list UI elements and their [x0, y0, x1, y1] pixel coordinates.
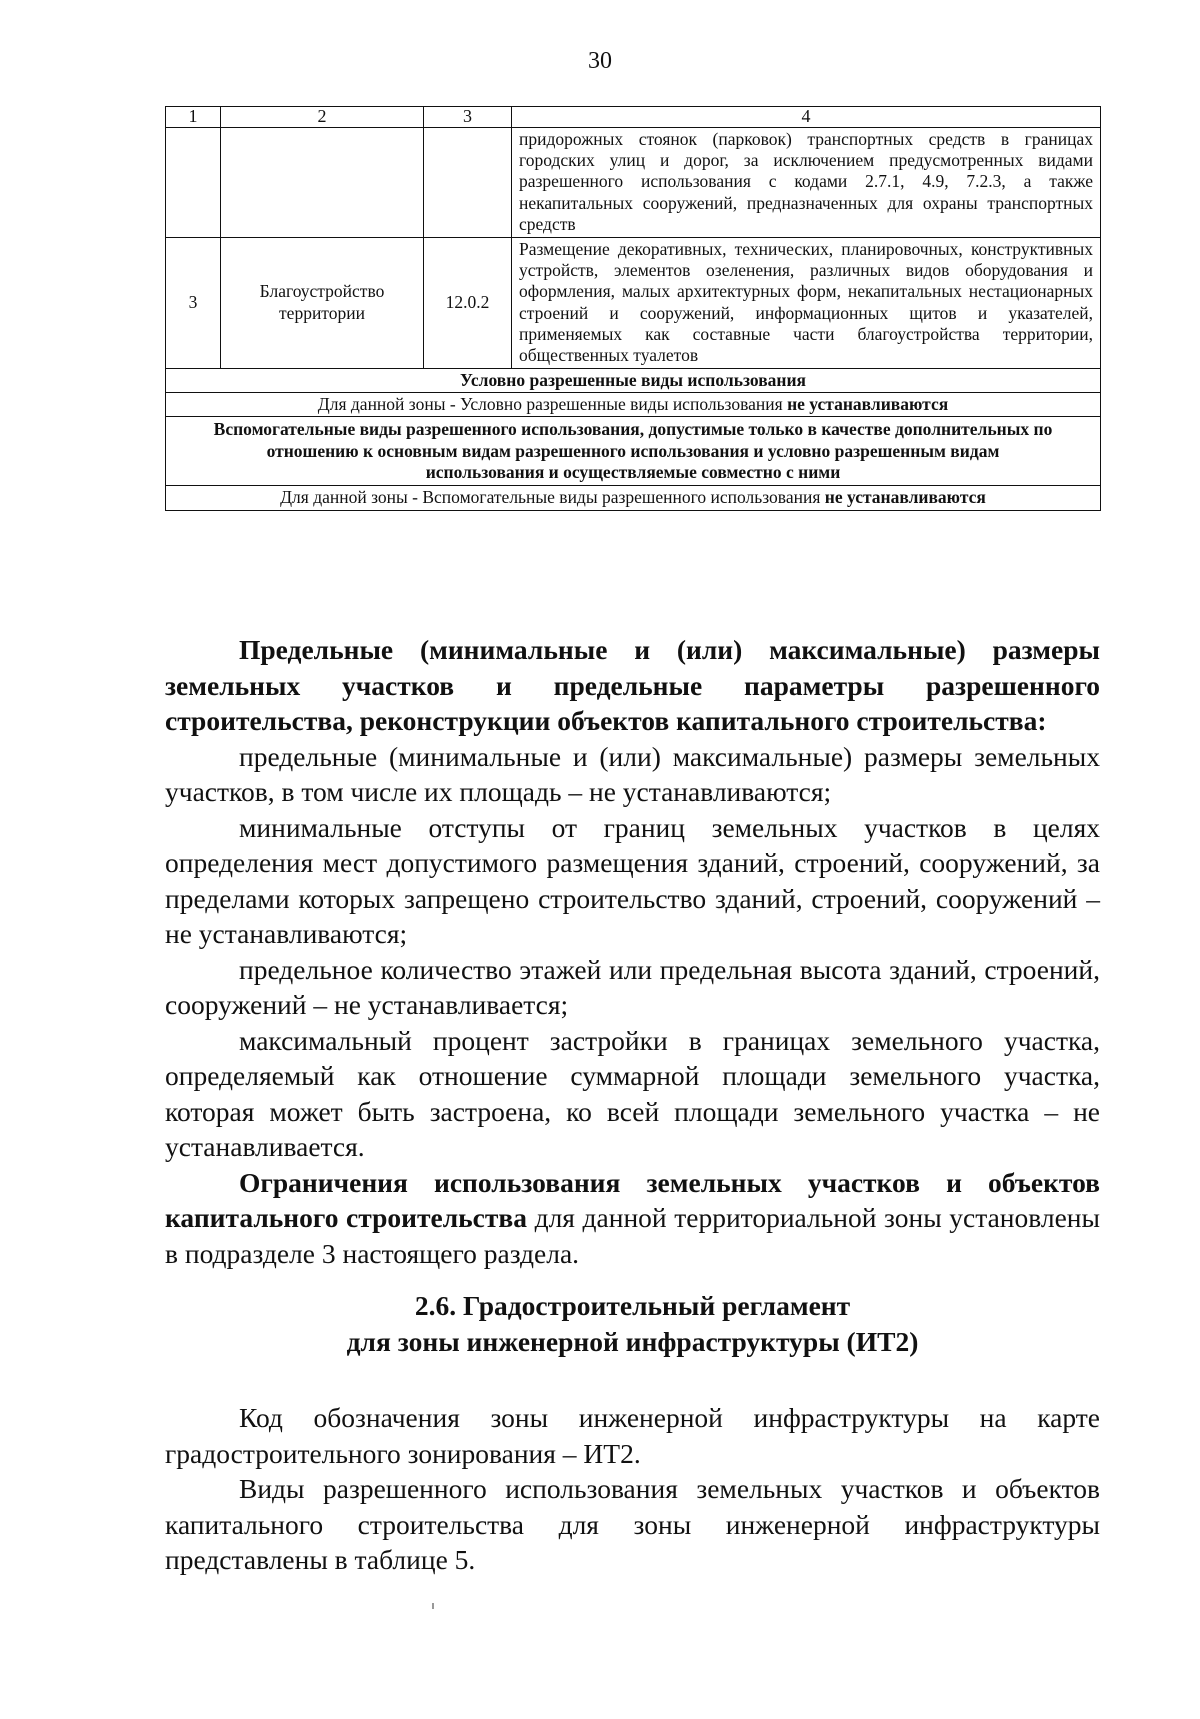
auxiliary-heading-row: [166, 417, 1101, 486]
section-paragraph: Код обозначения зоны инженерной инфраструктуры на карте градостроительного зонирования – ИТ2.: [165, 1402, 1100, 1469]
restrictions-rest: для данной территориальной зоны установлены в подразделе 3 настоящего раздела.: [165, 1202, 1100, 1269]
page-number: 30: [588, 48, 612, 74]
auxiliary-note-row: [166, 486, 1101, 510]
use-type-name: Благоустройство территории: [221, 237, 424, 368]
conditional-uses-heading: Условно разрешенные виды использования: [166, 368, 1101, 392]
continuation-description: придорожных стоянок (парковок) транспортных средств в границах городских улиц и дорог, за исключением предусмотренных видами разрешенного использования с кодами 2.7.1, 4.9, 7.2.3, а также некапитальных сооружений, предназначенных для охраны транспортных средств: [512, 127, 1101, 237]
empty-cell: [221, 127, 424, 237]
table-header-row: [166, 107, 1101, 128]
row-number: 3: [166, 237, 221, 368]
auxiliary-uses-heading: Вспомогательные виды разрешенного использования, допустимые только в качестве дополнительных по отношению к основным видам разрешенного использования и условно разрешенным видам использования и осуществляемые совместно с ними: [166, 417, 1101, 486]
permitted-use-table: [165, 106, 1101, 511]
limits-item: предельные (минимальные и (или) максимальные) размеры земельных участков, в том числе их площадь – не устанавливаются;: [165, 740, 1100, 807]
restrictions-paragraph: [165, 1165, 1100, 1272]
conditional-heading-row: [166, 368, 1101, 392]
section-paragraph: Виды разрешенного использования земельных участков и объектов капитального строительства для зоны инженерной инфраструктуры представлены в таблице 5.: [165, 1473, 1100, 1575]
conditional-note-row: [166, 392, 1101, 416]
empty-cell: [424, 127, 512, 237]
use-type-code: 12.0.2: [424, 237, 512, 368]
conditional-note-text: Для данной зоны - Условно разрешенные виды использования: [317, 393, 788, 414]
restrictions-bold: Ограничения использования земельных участков и объектов капитального строительства: [165, 1166, 1100, 1233]
limits-heading: Предельные (минимальные и (или) максимальные) размеры земельных участков и предельные параметры разрешенного строительства, реконструкции объектов капитального строительства:: [165, 634, 1100, 736]
conditional-note-bold: не устанавливаются: [787, 393, 949, 414]
section-title-line2: для зоны инженерной инфраструктуры (ИТ2): [346, 1326, 919, 1357]
header-cell: 4: [512, 107, 1101, 128]
table-row-continuation: [166, 127, 1101, 237]
section-title: [165, 1288, 1100, 1360]
header-cell: 2: [221, 107, 424, 128]
auxiliary-note-bold: не устанавливаются: [824, 487, 986, 508]
conditional-uses-note: [166, 392, 1101, 416]
limits-item: максимальный процент застройки в границах земельного участка, определяемый как отношение суммарной площади земельного участка, которая может быть застроена, ко всей площади земельного участка – не устанавливается.: [165, 1024, 1100, 1162]
table-row: [166, 237, 1101, 368]
section-title-line1: 2.6. Градостроительный регламент: [414, 1290, 851, 1321]
scan-speck: [432, 1603, 434, 1609]
section-body: [165, 1400, 1100, 1578]
auxiliary-uses-note: [166, 486, 1101, 510]
auxiliary-note-text: Для данной зоны - Вспомогательные виды разрешенного использования: [280, 487, 825, 508]
limits-section: [165, 632, 1100, 1271]
limits-item: минимальные отступы от границ земельных участков в целях определения мест допустимого размещения зданий, строений, сооружений, за пределами которых запрещено строительство зданий, строений, сооружений – не устанавливаются;: [165, 811, 1100, 949]
header-cell: 1: [166, 107, 221, 128]
use-type-description: Размещение декоративных, технических, планировочных, конструктивных устройств, элементов озеленения, различных видов оборудования и оформления, малых архитектурных форм, некапитальных нестационарных строений и сооружений, информационных щитов и указателей, применяемых как составные части благоустройства территории, общественных туалетов: [512, 237, 1101, 368]
limits-item: предельное количество этажей или предельная высота зданий, строений, сооружений – не устанавливается;: [165, 953, 1100, 1020]
empty-cell: [166, 127, 221, 237]
header-cell: 3: [424, 107, 512, 128]
